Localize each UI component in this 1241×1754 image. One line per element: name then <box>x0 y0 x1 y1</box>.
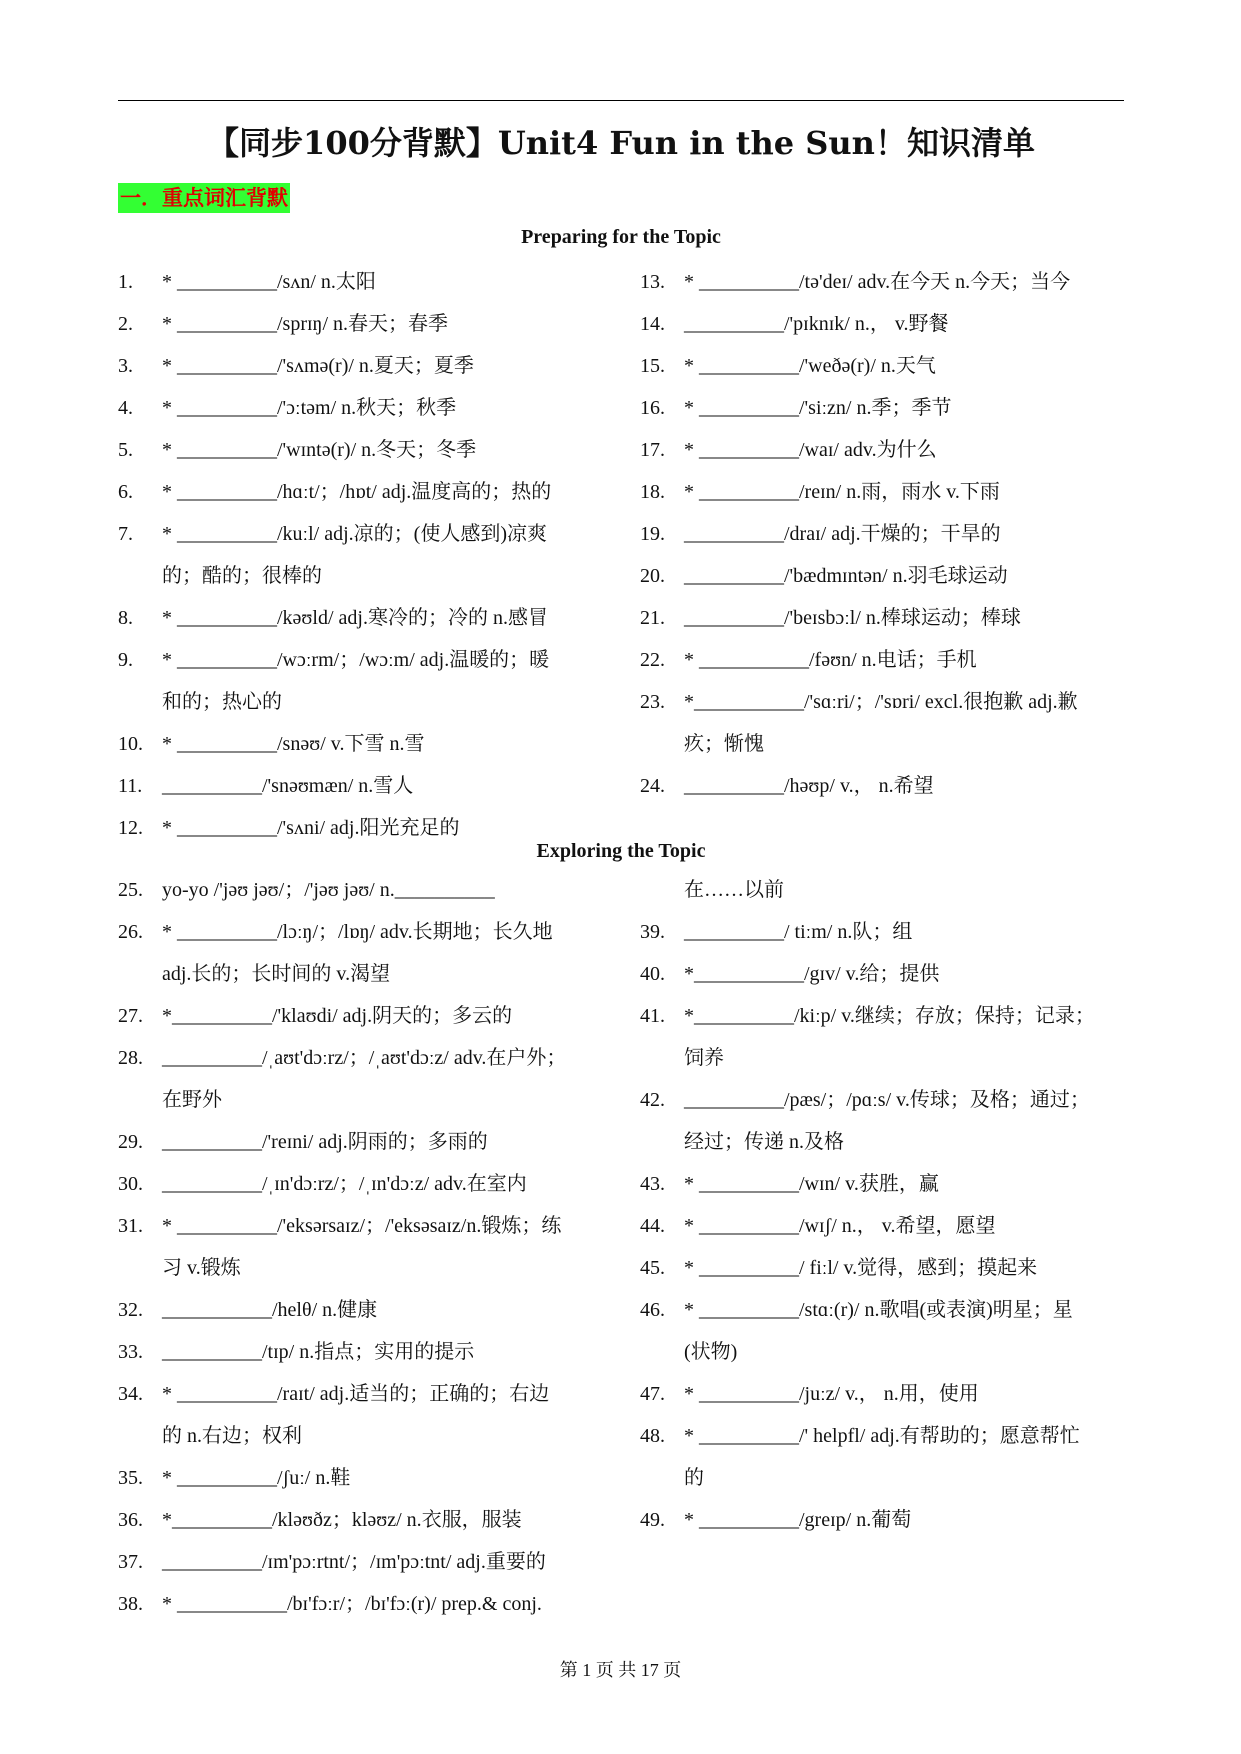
item-number: 17. <box>640 439 665 461</box>
item-number: 16. <box>640 397 665 419</box>
item-text: * __________/'siːzn/ n.季；季节 <box>684 397 952 419</box>
item-number: 6. <box>118 481 133 503</box>
item-text: __________/tɪp/ n.指点；实用的提示 <box>162 1341 475 1363</box>
item-text: * __________/'sʌmə(r)/ n.夏天；夏季 <box>162 355 474 377</box>
item-number: 48. <box>640 1425 665 1447</box>
item-text: *__________/kiːp/ v.继续；存放；保持；记录； <box>684 1005 1095 1027</box>
item-number: 40. <box>640 963 665 985</box>
item-continuation: 经过；传递 n.及格 <box>684 1131 844 1153</box>
item-text: ___________/helθ/ n.健康 <box>162 1299 378 1321</box>
item-text: * __________/ʃuː/ n.鞋 <box>162 1467 351 1489</box>
item-number: 11. <box>118 775 143 797</box>
item-continuation: 饲养 <box>684 1047 724 1069</box>
item-number: 31. <box>118 1215 143 1237</box>
item-number: 36. <box>118 1509 143 1531</box>
item-text: * __________/kəʊld/ adj.寒冷的；冷的 n.感冒 <box>162 607 548 629</box>
item-number: 25. <box>118 879 143 901</box>
item-text: * __________/wɪʃ/ n.， v.希望，愿望 <box>684 1215 996 1237</box>
item-continuation: 习 v.锻炼 <box>162 1257 241 1279</box>
item-number: 38. <box>118 1593 143 1615</box>
item-text: yo-yo /'jəʊ jəʊ/；/'jəʊ jəʊ/ n.__________ <box>162 879 495 901</box>
item-text: __________/'bædmɪntən/ n.羽毛球运动 <box>684 565 1008 587</box>
item-number: 3. <box>118 355 133 377</box>
item-text: * __________/'weðə(r)/ n.天气 <box>684 355 936 377</box>
item-continuation: 的；酷的；很棒的 <box>162 565 322 587</box>
item-text: *___________/'sɑːri/；/'sɒri/ excl.很抱歉 adj.歉 <box>684 691 1078 713</box>
item-text: * __________/'eksərsaɪz/；/'eksəsaɪz/n.锻炼；练 <box>162 1215 562 1237</box>
document-title: 【同步100分背默】Unit4 Fun in the Sun！知识清单 <box>207 124 1035 162</box>
item-text: * __________/'ɔːtəm/ n.秋天；秋季 <box>162 397 457 419</box>
item-text: __________/ˌɪn'dɔːrz/；/ˌɪn'dɔːz/ adv.在室内 <box>162 1173 527 1195</box>
item-number: 29. <box>118 1131 143 1153</box>
item-text: * __________/kuːl/ adj.凉的；(使人感到)凉爽 <box>162 523 547 545</box>
item-text: __________/həʊp/ v.， n.希望 <box>684 775 934 797</box>
item-text: *__________/'klaʊdi/ adj.阴天的；多云的 <box>162 1005 513 1027</box>
item-text: * __________/reɪn/ n.雨，雨水 v.下雨 <box>684 481 1000 503</box>
item-text: * __________/hɑːt/；/hɒt/ adj.温度高的；热的 <box>162 481 552 503</box>
item-text: __________/draɪ/ adj.干燥的；干旱的 <box>684 523 1001 545</box>
item-continuation: 的 n.右边；权利 <box>162 1425 302 1447</box>
item-number: 8. <box>118 607 133 629</box>
item-number: 15. <box>640 355 665 377</box>
item-number: 26. <box>118 921 143 943</box>
item-number: 44. <box>640 1215 665 1237</box>
item-text: __________/pæs/；/pɑːs/ v.传球；及格；通过； <box>684 1089 1090 1111</box>
item-text: * __________/sprɪŋ/ n.春天；春季 <box>162 313 449 335</box>
item-number: 19. <box>640 523 665 545</box>
item-text: * __________/snəʊ/ v.下雪 n.雪 <box>162 733 425 755</box>
item-continuation: 的 <box>684 1467 704 1489</box>
item-text: * __________/stɑː(r)/ n.歌唱(或表演)明星；星 <box>684 1299 1073 1321</box>
item-number: 12. <box>118 817 143 839</box>
item-number: 5. <box>118 439 133 461</box>
item-text: * __________/greɪp/ n.葡萄 <box>684 1509 912 1531</box>
item-text: __________/'reɪni/ adj.阴雨的；多雨的 <box>162 1131 488 1153</box>
item-text: __________/'pɪknɪk/ n.， v.野餐 <box>684 313 949 335</box>
item-text: * __________/raɪt/ adj.适当的；正确的；右边 <box>162 1383 550 1405</box>
item-number: 10. <box>118 733 143 755</box>
item-number: 32. <box>118 1299 143 1321</box>
item-number: 7. <box>118 523 133 545</box>
item-number: 14. <box>640 313 665 335</box>
item-number: 35. <box>118 1467 143 1489</box>
subhead-preparing: Preparing for the Topic <box>521 226 721 248</box>
item-text: __________/ tiːm/ n.队；组 <box>684 921 913 943</box>
item-number: 21. <box>640 607 665 629</box>
item-text: __________/ˌaʊt'dɔːrz/；/ˌaʊt'dɔːz/ adv.在户外； <box>162 1047 567 1069</box>
item-number: 33. <box>118 1341 143 1363</box>
item-number: 49. <box>640 1509 665 1531</box>
item-text: * __________/waɪ/ adv.为什么 <box>684 439 937 461</box>
item-text: 在……以前 <box>684 879 784 901</box>
item-text: * ___________/fəʊn/ n.电话；手机 <box>684 649 977 671</box>
item-number: 43. <box>640 1173 665 1195</box>
item-continuation: 在野外 <box>162 1089 222 1111</box>
item-text: __________/'snəʊmæn/ n.雪人 <box>162 775 414 797</box>
item-text: * __________/lɔːŋ/；/lɒŋ/ adv.长期地；长久地 <box>162 921 553 943</box>
item-number: 1. <box>118 271 133 293</box>
item-number: 34. <box>118 1383 143 1405</box>
item-number: 22. <box>640 649 665 671</box>
item-text: *__________/kləʊðz；kləʊz/ n.衣服，服装 <box>162 1509 522 1531</box>
item-text: __________/ɪm'pɔːrtnt/；/ɪm'pɔːtnt/ adj.重要的 <box>162 1551 546 1573</box>
item-continuation: adj.长的；长时间的 v.渴望 <box>162 963 391 985</box>
item-number: 46. <box>640 1299 665 1321</box>
section-heading: 一．重点词汇背默 <box>118 183 290 213</box>
item-text: * __________/'wɪntə(r)/ n.冬天；冬季 <box>162 439 477 461</box>
item-number: 4. <box>118 397 133 419</box>
item-continuation: 和的；热心的 <box>162 691 282 713</box>
item-number: 13. <box>640 271 665 293</box>
item-number: 42. <box>640 1089 665 1111</box>
item-number: 45. <box>640 1257 665 1279</box>
item-number: 37. <box>118 1551 143 1573</box>
item-text: * __________/ fiːl/ v.觉得，感到；摸起来 <box>684 1257 1038 1279</box>
header-rule <box>118 100 1124 101</box>
item-continuation: 疚；惭愧 <box>684 733 764 755</box>
item-text: * __________/tə'deɪ/ adv.在今天 n.今天；当今 <box>684 271 1071 293</box>
item-text: * __________/' helpfl/ adj.有帮助的；愿意帮忙 <box>684 1425 1080 1447</box>
item-number: 9. <box>118 649 133 671</box>
item-text: * __________/'sʌni/ adj.阳光充足的 <box>162 817 460 839</box>
item-continuation: (状物) <box>684 1341 738 1363</box>
item-number: 39. <box>640 921 665 943</box>
subhead-exploring: Exploring the Topic <box>536 840 706 862</box>
item-text: * __________/wɪn/ v.获胜，赢 <box>684 1173 939 1195</box>
page-footer: 第 1 页 共 17 页 <box>559 1660 682 1680</box>
item-number: 47. <box>640 1383 665 1405</box>
item-text: __________/'beɪsbɔːl/ n.棒球运动；棒球 <box>684 607 1021 629</box>
item-number: 24. <box>640 775 665 797</box>
item-number: 28. <box>118 1047 143 1069</box>
item-text: * __________/wɔːrm/；/wɔːm/ adj.温暖的；暖 <box>162 649 550 671</box>
item-text: * ___________/bɪ'fɔːr/；/bɪ'fɔː(r)/ prep.& conj. <box>162 1593 542 1615</box>
item-text: * __________/juːz/ v.， n.用，使用 <box>684 1383 979 1405</box>
item-number: 41. <box>640 1005 665 1027</box>
item-number: 2. <box>118 313 133 335</box>
item-text: * __________/sʌn/ n.太阳 <box>162 271 376 293</box>
item-number: 20. <box>640 565 665 587</box>
item-number: 18. <box>640 481 665 503</box>
item-number: 27. <box>118 1005 143 1027</box>
item-number: 23. <box>640 691 665 713</box>
item-text: *___________/gɪv/ v.给；提供 <box>684 963 940 985</box>
item-number: 30. <box>118 1173 143 1195</box>
